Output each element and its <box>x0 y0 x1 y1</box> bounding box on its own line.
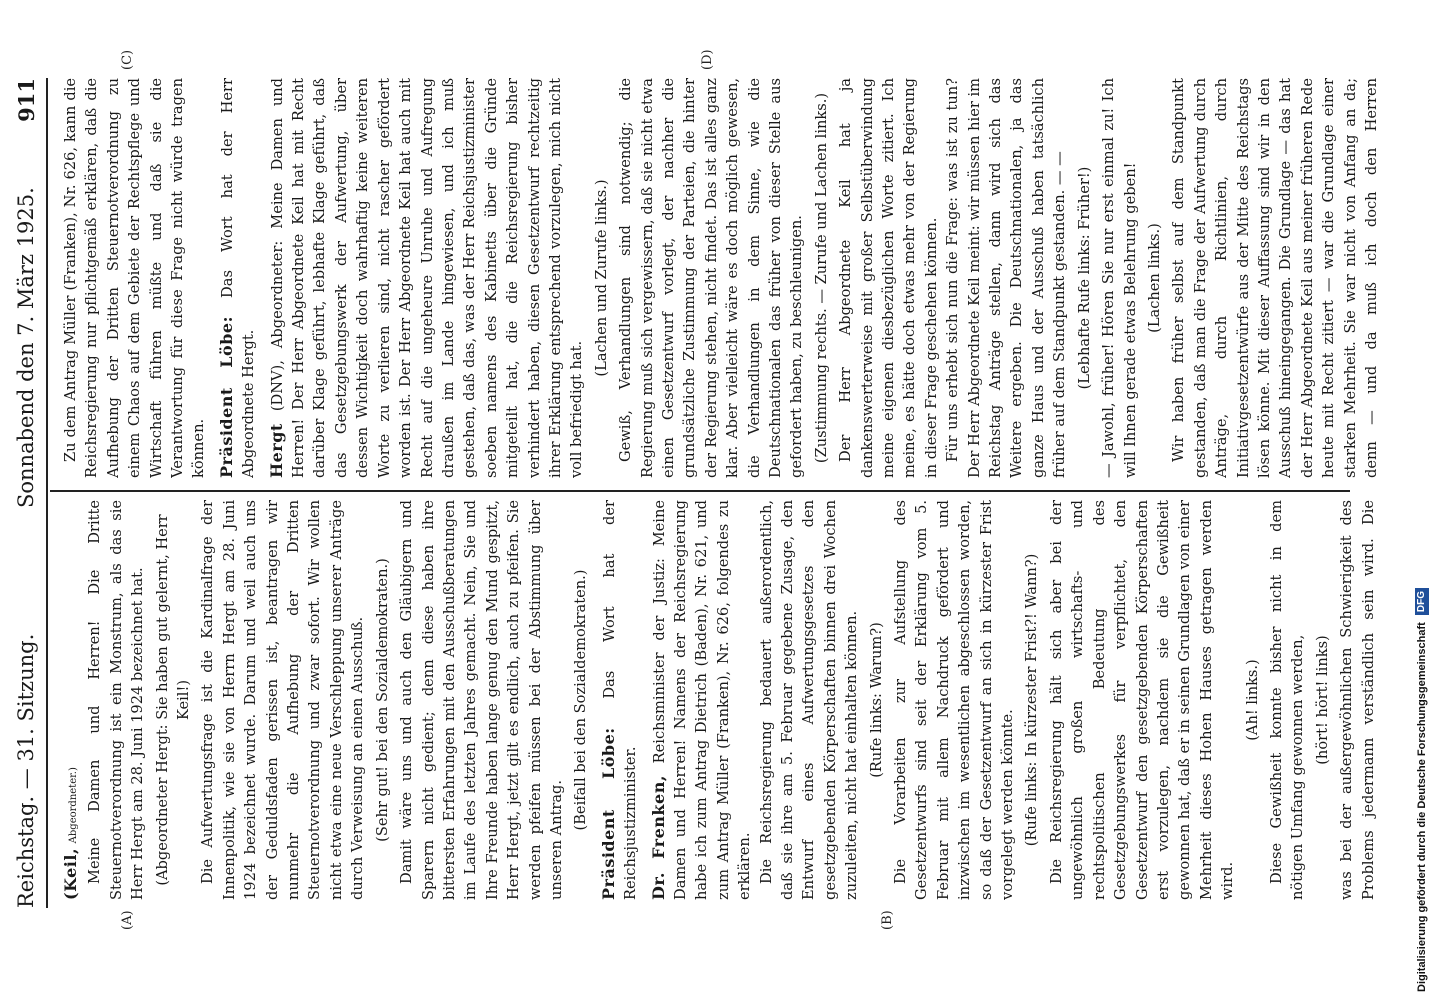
paragraph: Diese Gewißheit konnte bisher nicht in dem nötigen Umfang gewonnen werden, <box>1267 500 1307 900</box>
interjection: (Lebhafte Rufe links: Früher!) <box>1075 166 1093 390</box>
interjection: (Rufe links: Warum?) <box>867 622 885 778</box>
paragraph: Wir haben früher selbst auf dem Standpunkt gestanden, daß man die Frage der Aufwertung durch Anträge, durch Richtlinien, durch Initiativgesetzentwürfe aus der Mitte des Reichstags lösen könne. Mit dieser Auffassung sind wir in den Ausschuß hineingegangen. Die Grundlage — das hat der Herr Abgeordnete Keil aus meiner früheren Rede heute mit Recht zitiert — war die Grundlage einer starken Mehrheit. Sie war nicht von Anfang an da; denn — und da muß ich doch den Herren <box>1170 78 1380 478</box>
speaker-role: Abgeordneter.) <box>68 767 79 844</box>
paragraph: Damit wäre uns und auch den Gläubigern und Sparern nicht gedient; denn diese haben ihre bittersten Erfahrungen mit den Ausschußberatungen im Laufe des letzten Jahres gemacht. Nein, Sie und Ihre Freunde haben lange genug den Mund gespitzt, Herr Hergt, jetzt gilt es endlich, auch zu pfeifen. Sie werden pfeifen müssen bei der Abstimmung über unseren Antrag. <box>398 500 565 900</box>
margin-mark-c: (C) <box>120 49 135 70</box>
right-column <box>60 78 1380 478</box>
paragraph: — Jawohl, früher! Hören Sie nur erst einmal zu! Ich will Ihnen gerade etwas Belehrung geben! <box>1100 78 1139 478</box>
interjection: (Ah! links.) <box>1243 659 1261 741</box>
speaker-name: Hergt <box>266 423 286 478</box>
speech-text: Das Wort hat der Herr Abgeordnete Hergt. <box>218 78 258 478</box>
speaker-line <box>60 500 84 900</box>
speaker-paragraph <box>648 500 756 900</box>
paragraph: Die Reichsregierung hält sich aber bei der ungewöhnlich großen wirtschafts- und rechtspolitischen Bedeutung des Gesetzgebungswerkes für verpflichtet, den Gesetzentwurf den gesetzgebenden Körperschaften erst vorzulegen, nachdem sie die Gewißheit gewonnen hat, daß er in seinen Grundlagen von einer Mehrheit dieses Hohen Hauses getragen werden wird. <box>1047 500 1237 900</box>
header-date: Sonnabend den 7. März 1925. <box>14 187 38 508</box>
left-column <box>60 500 1380 900</box>
column-divider <box>50 490 1350 492</box>
speaker-name: Dr. Frenken, <box>648 775 668 900</box>
speaker-name: (Keil, <box>61 847 80 900</box>
page-number: 911 <box>14 78 39 122</box>
digitization-credit <box>1410 8 1434 992</box>
interjection: (Zustimmung rechts. — Zurufe und Lachen links.) <box>812 92 830 464</box>
interjection: (Lachen und Zurufe links.) <box>592 179 610 377</box>
speech-text: Reichsminister der Justiz: Meine Damen und Herren! Namens der Reichsregierung habe ich zum Antrag Dietrich (Baden), Nr. 621, und zum Antrag Müller (Franken), Nr. 626, folgendes zu erklären. <box>650 500 754 900</box>
header-rule <box>46 78 48 908</box>
margin-mark-a: (A) <box>120 910 135 930</box>
paragraph: Zu dem Antrag Müller (Franken), Nr. 626, kann die Reichsregierung nur pflichtgemäß erklären, daß die Aufhebung der Dritten Steuernotverordnung zu einem Chaos auf dem Gebiete der Rechtspflege und Wirtschaft führen müßte und daß sie die Verantwortung für diese Frage nicht würde tragen können. <box>62 78 208 478</box>
interjection: (hört! hört! links) <box>1313 635 1331 765</box>
paragraph: Für uns erhebt sich nun die Frage: was ist zu tun? Der Herr Abgeordnete Keil meint: wir müssen hier im Reichstag Anträge stellen, dann wird sich das Weitere ergeben. Die Deutschnationalen, ja das ganze Haus und der Ausschuß haben tatsächlich früher auf dem Standpunkt gestanden. — — <box>944 78 1069 478</box>
paragraph: was bei der außergewöhnlichen Schwierigkeit des Problems jedermann verständlich sein wird. Die <box>1338 500 1377 900</box>
paragraph: Die Vorarbeiten zur Aufstellung des Gesetzentwurfs sind seit der Erklärung vom 5. Februar mit allem Nachdruck gefördert und inzwischen im wesentlichen abgeschlossen worden, so daß der Gesetzentwurf an sich in kürzester Frist vorgelegt werden könnte. <box>892 500 1017 900</box>
speaker-name: Präsident Löbe: <box>598 727 618 900</box>
credit-line <box>1410 8 1434 992</box>
dfg-logo: DFG <box>1415 588 1429 615</box>
paragraph: Die Reichsregierung bedauert außerordentlich, daß sie ihre am 5. Februar gegebene Zusage, den Entwurf eines Aufwertungsgesetzes den gesetzgebenden Körperschaften binnen drei Wochen zuzuleiten, nicht hat einhalten können. <box>757 500 861 900</box>
interjection: (Sehr gut! bei den Sozialdemokraten.) <box>373 558 391 842</box>
paragraph: Meine Damen und Herren! Die Dritte Steuernotverordnung ist ein Monstrum, als das sie Herr Hergt am 28. Juni 1924 bezeichnet hat. <box>86 500 147 900</box>
speaker-paragraph <box>216 78 260 478</box>
speech-text: (DNV), Abgeordneter: Meine Damen und Herren! Der Herr Abgeordnete Keil hat mit Recht darüber Klage geführt, lebhafte Klage geführt, daß das Gesetzgebungswerk der Aufwertung, über dessen Wichtigkeit doch wahrhaftig keine weiteren Worte zu verlieren sind, nicht rascher gefördert worden ist. Der Herr Abgeordnete Keil hat auch mit Recht auf die ungeheure Unruhe und Aufregung draußen im Lande hingewiesen, und ich muß gestehen, daß das, was der Herr Reichsjustizminister soeben namens des Kabinetts über die Gründe mitgeteilt hat, die die Reichsregierung bisher verhindert haben, diesen Gesetzentwurf rechtzeitig ihrer Erklärung entsprechend vorzulegen, mich nicht voll befriedigt hat. <box>268 78 586 478</box>
page-header <box>14 78 44 908</box>
interjection: (Rufe links: In kürzester Frist?! Wann?) <box>1023 553 1041 847</box>
header-session: Reichstag. — 31. Sitzung. <box>14 633 38 908</box>
margin-mark-b: (B) <box>880 910 895 930</box>
paragraph: Die Aufwertungsfrage ist die Kardinalfrage der Innenpolitik, wie sie von Herrn Hergt am 28. Juni 1924 bezeichnet wurde. Darum und weil auch uns der Geduldsfaden gerissen ist, beantragen wir nunmehr die Aufhebung der Dritten Steuernotverordnung und zwar sofort. Wir wollen nicht etwa eine neue Verschleppung unserer Anträge durch Verweisung an einen Ausschuß. <box>199 500 367 900</box>
speaker-name: Präsident Löbe: <box>216 316 236 478</box>
interjection: (Abgeordneter Hergt: Sie haben gut gelernt, Herr Keil!) <box>153 514 193 886</box>
paragraph: Gewiß, Verhandlungen sind notwendig; die Regierung muß sich vergewissern, daß sie nicht etwa einen Gesetzentwurf vorlegt, der nachher die grundsätzliche Zustimmung der Parteien, die hinter der Regierung stehen, nicht findet. Das ist alles ganz klar. Aber vielleicht wäre es doch möglich gewesen, die Verhandlungen in dem Sinne, wie die Deutschnationalen das früher von dieser Stelle aus gefordert haben, zu beschleunigen. <box>617 78 806 478</box>
margin-mark-d: (D) <box>700 49 715 70</box>
interjection: (Beifall bei den Sozialdemokraten.) <box>572 569 590 831</box>
credit-text: Digitalisierung gefördert durch die Deutsche Forschungsgemeinschaft <box>1416 622 1428 992</box>
speaker-paragraph <box>598 500 642 900</box>
speaker-paragraph <box>266 78 588 478</box>
interjection: (Lachen links.) <box>1145 223 1163 333</box>
paragraph: Der Herr Abgeordnete Keil hat ja dankenswerterweise mit großer Selbstüberwindung meine eigenen diesbezüglichen Worte zitiert. Ich meine, es hätte doch etwas mehr von der Regierung in dieser Frage geschehen können. <box>837 78 940 478</box>
speech-text: Das Wort hat der Reichsjustizminister. <box>600 500 640 900</box>
